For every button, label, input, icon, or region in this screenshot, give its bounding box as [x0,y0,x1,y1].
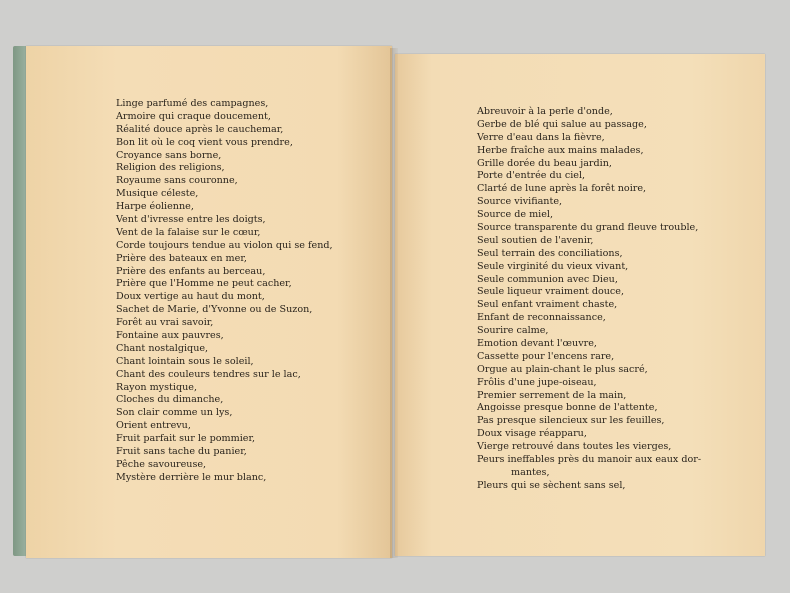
verse-line: Seul terrain des conciliations, [477,247,623,259]
verse-line: Musique céleste, [116,188,199,200]
book-gutter [390,48,398,558]
verse-line: Seule virginité du vieux vivant, [477,260,629,272]
verse-line: Royaume sans couronne, [116,175,238,187]
verse-line: Orient entrevu, [116,420,191,432]
verse-line: Prière des enfants au berceau, [116,265,266,277]
verse-line: Seule communion avec Dieu, [477,273,618,285]
verse-line: Prière des bateaux en mer, [116,252,247,264]
verse-line: Peurs ineffables près du manoir aux eaux dor- [477,454,702,466]
verse-line: Cassette pour l'encens rare, [477,350,615,362]
verse-line: Croyance sans borne, [116,149,222,161]
verse-line: Réalité douce après le cauchemar, [116,123,284,135]
verse-line: Chant des couleurs tendres sur le lac, [116,368,301,380]
verse-line: Rayon mystique, [116,381,197,393]
verse-line: Pêche savoureuse, [116,458,207,470]
verse-line: Bon lit où le coq vient vous prendre, [116,136,293,148]
verse-line: Enfant de reconnaissance, [477,312,606,324]
left-page-verses [116,98,333,485]
verse-line: Forêt au vrai savoir, [116,317,214,329]
verse-line: Premier serrement de la main, [477,389,627,401]
right-page-verses [477,106,701,493]
verse-line: Fruit sans tache du panier, [116,446,247,458]
verse-line: Harpe éolienne, [116,201,194,213]
verse-line: Corde toujours tendue au violon qui se fend, [116,239,333,251]
verse-line: Pas presque silencieux sur les feuilles, [477,415,665,427]
verse-line: Abreuvoir à la perle d'onde, [477,106,613,117]
verse-line: Vierge retrouvé dans toutes les vierges, [477,441,672,453]
verse-line: Armoire qui craque doucement, [116,110,271,122]
verse-line: Cloches du dimanche, [116,394,224,406]
verse-line: Vent de la falaise sur le cœur, [116,226,261,238]
verse-line: Son clair comme un lys, [116,407,233,419]
verse-line: Porte d'entrée du ciel, [477,170,586,182]
verse-line: Fontaine aux pauvres, [116,330,224,342]
verse-line: Vent d'ivresse entre les doigts, [116,214,266,226]
verse-line: Source de miel, [477,209,554,221]
verse-line: Emotion devant l'œuvre, [477,338,597,350]
verse-line: Source vivifiante, [477,196,563,208]
verse-line: Angoisse presque bonne de l'attente, [477,402,658,414]
verse-line: Chant nostalgique, [116,342,209,354]
verse-line: Seul soutien de l'avenir, [477,234,594,246]
verse-line: Chant lointain sous le soleil, [116,355,254,367]
verse-line-continuation: mantes, [511,466,550,478]
verse-line: Gerbe de blé qui salue au passage, [477,118,647,130]
verse-line: Seul enfant vraiment chaste, [477,299,618,311]
verse-line: Doux vertige au haut du mont, [116,291,265,303]
verse-line: Source transparente du grand fleuve trouble, [477,222,699,234]
verse-line: Grille dorée du beau jardin, [477,157,612,169]
verse-line: Sourire calme, [477,325,549,337]
verse-line: Sachet de Marie, d'Yvonne ou de Suzon, [116,304,313,316]
verse-line: Orgue au plain-chant le plus sacré, [477,363,648,375]
verse-line: Mystère derrière le mur blanc, [116,471,267,483]
verse-line: Linge parfumé des campagnes, [116,98,269,109]
verse-line: Doux visage réapparu, [477,428,587,440]
verse-line: Clarté de lune après la forêt noire, [477,183,647,195]
verse-line: Fruit parfait sur le pommier, [116,433,256,445]
verse-line: Pleurs qui se sèchent sans sel, [477,479,626,491]
verse-line: Verre d'eau dans la fièvre, [477,131,605,143]
verse-line: Prière que l'Homme ne peut cacher, [116,278,292,290]
verse-line: Frôlis d'une jupe-oiseau, [477,376,597,388]
verse-line: Herbe fraîche aux mains malades, [477,144,644,156]
verse-line: Religion des religions, [116,162,225,174]
verse-line: Seule liqueur vraiment douce, [477,286,625,298]
